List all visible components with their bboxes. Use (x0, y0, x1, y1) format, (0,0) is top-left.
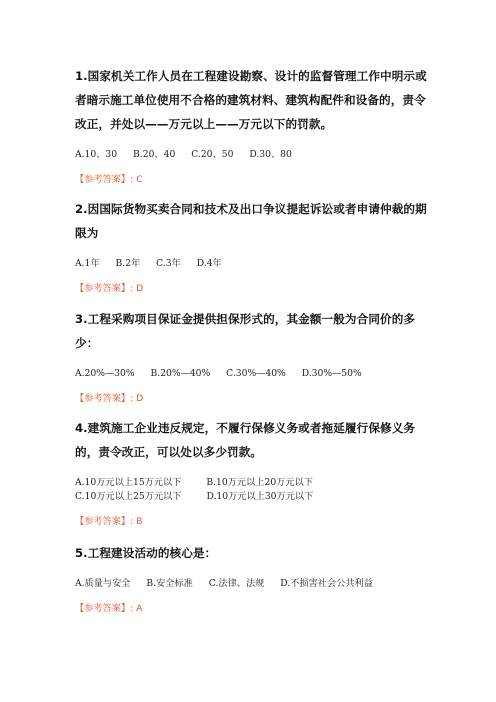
option-c: C.3年 (156, 258, 181, 269)
option-d: D.4年 (196, 258, 222, 269)
question-options (75, 148, 427, 162)
question-3 (75, 307, 427, 406)
option-c: C.20、50 (191, 149, 234, 160)
reference-answer: 【参考答案】: D (75, 283, 144, 294)
option-a: A.质量与安全 (75, 578, 131, 589)
question-2 (75, 197, 427, 296)
reference-answer: 【参考答案】: C (75, 174, 143, 185)
option-d: D.不损害社会公共利益 (280, 578, 373, 589)
option-c: C.10万元以上25万元以下 (75, 491, 182, 502)
document-page (75, 64, 427, 616)
option-d: D.10万元以上30万元以下 (206, 491, 314, 502)
question-options (75, 257, 427, 271)
question-stem: 4.建筑施工企业违反规定，不履行保修义务或者拖延履行保修义务的，责令改正，可以处以多少罚款。 (75, 421, 416, 459)
question-5 (75, 541, 427, 616)
option-d: D.30%—50% (301, 368, 362, 379)
option-b: B.安全标准 (146, 578, 193, 589)
option-b: B.2年 (115, 258, 141, 269)
option-c: C.30%—40% (226, 368, 286, 379)
option-a: A.10万元以上15万元以下 (75, 477, 182, 488)
option-b: B.20、40 (133, 149, 176, 160)
option-b: B.20%—40% (150, 368, 211, 379)
question-stem: 1.国家机关工作人员在工程建设勘察、设计的监督管理工作中明示或者暗示施工单位使用不合格的建筑材料、建筑构配件和设备的，责令改正，并处以——万元以上——万元以下的罚款。 (75, 69, 427, 131)
option-b: B.10万元以上20万元以下 (206, 477, 313, 488)
option-c: C.法律、法规 (208, 578, 265, 589)
option-d: D.30、80 (249, 149, 292, 160)
question-options (75, 577, 427, 591)
question-options (75, 367, 427, 381)
question-stem: 5.工程建设活动的核心是： (75, 546, 217, 560)
question-1 (75, 64, 427, 187)
question-4 (75, 416, 427, 529)
reference-answer: 【参考答案】: A (75, 603, 143, 614)
reference-answer: 【参考答案】: B (75, 516, 143, 527)
question-stem: 3.工程采购项目保证金提供担保形式的，其金额一般为合同价的多少： (75, 312, 416, 350)
option-a: A.1年 (75, 258, 100, 269)
reference-answer: 【参考答案】: D (75, 393, 144, 404)
option-a: A.20%—30% (75, 368, 135, 379)
question-stem: 2.因国际货物买卖合同和技术及出口争议提起诉讼或者申请仲裁的期限为 (75, 202, 427, 240)
option-a: A.10、30 (75, 149, 118, 160)
question-options (75, 476, 427, 504)
